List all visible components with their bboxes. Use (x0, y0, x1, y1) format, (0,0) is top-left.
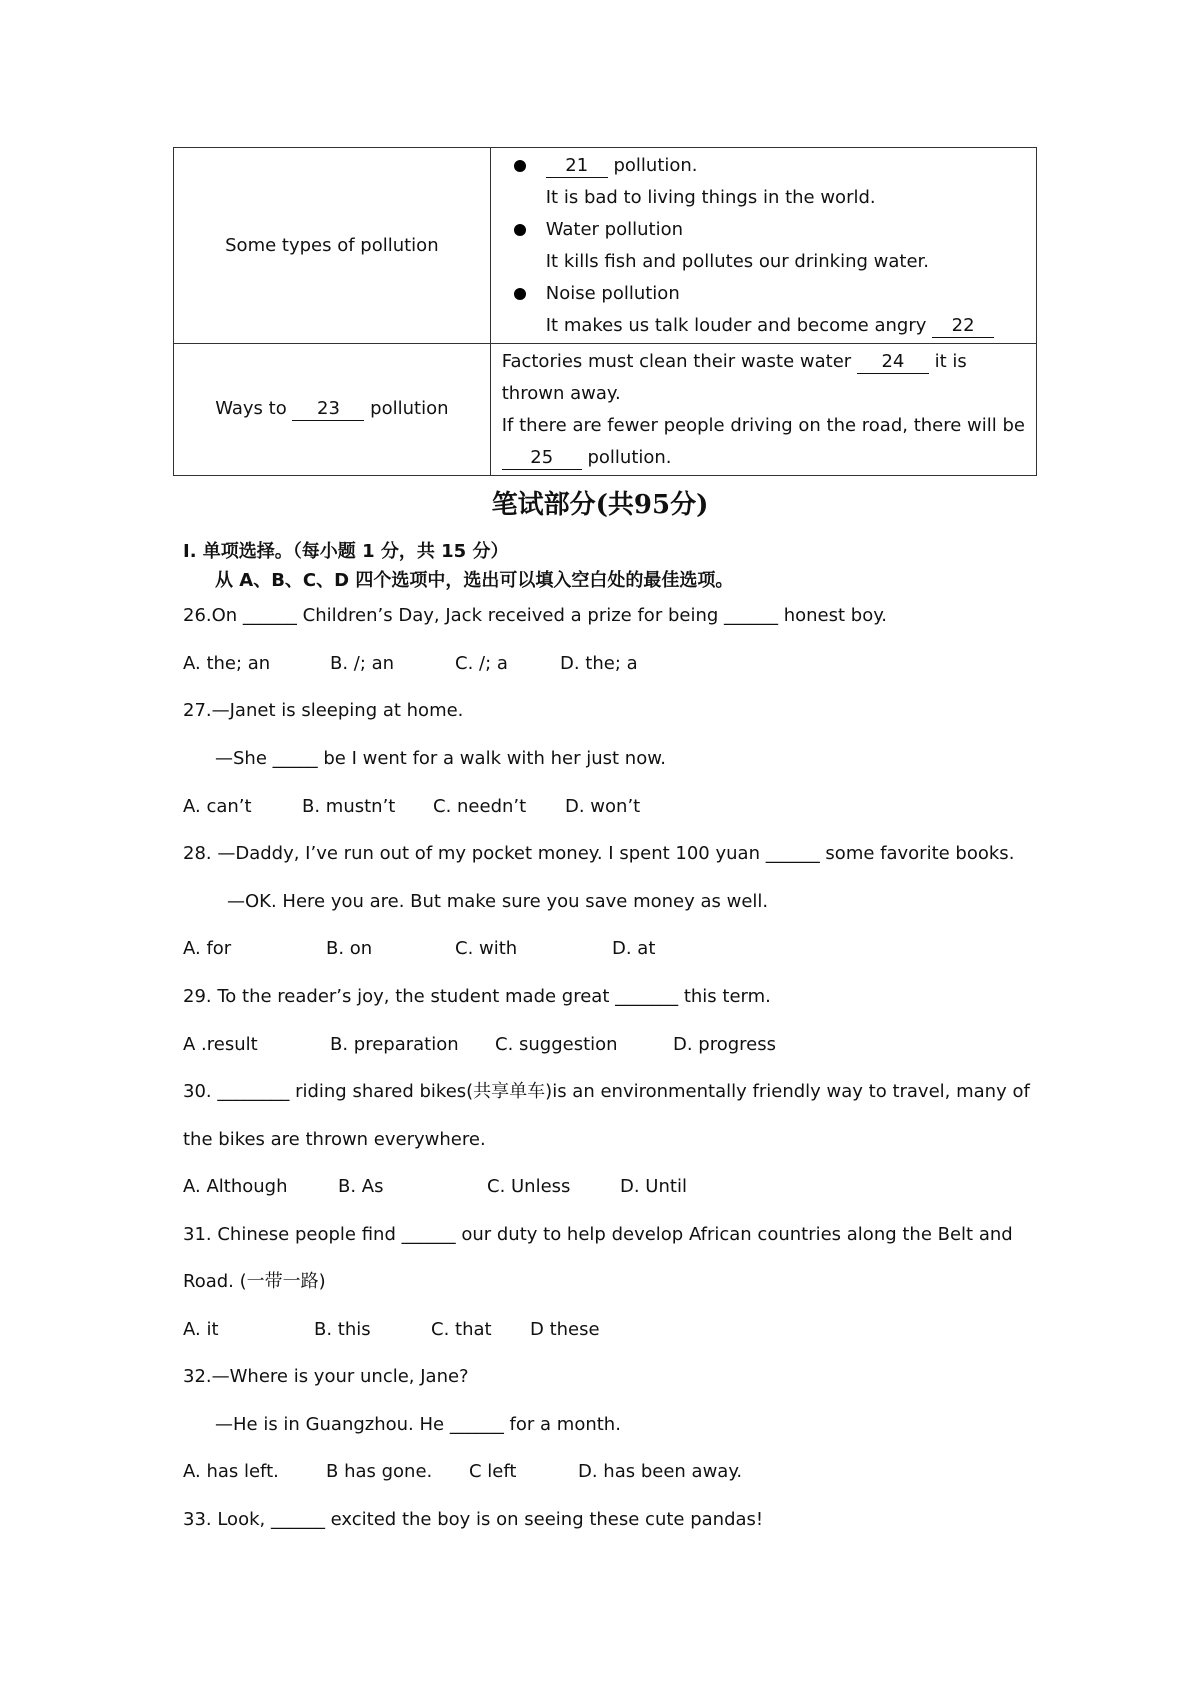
pollution-table (173, 147, 1037, 476)
types-cell (490, 148, 1036, 344)
bullet-icon (514, 224, 526, 236)
label-text: Ways to (215, 398, 293, 419)
blank-25: 25 (502, 447, 582, 470)
ways-text: pollution. (581, 447, 672, 468)
question-32-option-c[interactable]: C left (469, 1461, 517, 1482)
question-30-stem-line2: the bikes are thrown everywhere. (183, 1129, 486, 1150)
question-32-option-b[interactable]: B has gone. (326, 1461, 433, 1482)
question-29-option-c[interactable]: C. suggestion (495, 1034, 618, 1055)
blank-24: 24 (857, 351, 929, 374)
question-26-option-c[interactable]: C. /; a (455, 653, 508, 674)
question-27-option-c[interactable]: C. needn’t (433, 796, 527, 817)
question-30-option-a[interactable]: A. Although (183, 1176, 288, 1197)
question-29-option-a[interactable]: A .result (183, 1034, 258, 1055)
question-26-stem: 26.On ______ Children’s Day, Jack received a prize for being ______ honest boy. (183, 605, 888, 626)
ways-line: If there are fewer people driving on the road, there will be (501, 415, 1025, 436)
bullet-icon (514, 288, 526, 300)
blank-21: 21 (546, 155, 608, 178)
question-31-option-a[interactable]: A. it (183, 1319, 219, 1340)
table-row (174, 148, 1037, 344)
row-label-types: Some types of pollution (174, 148, 491, 344)
question-32-stem: 32.—Where is your uncle, Jane? (183, 1366, 469, 1387)
question-26-option-b[interactable]: B. /; an (330, 653, 395, 674)
list-item (502, 150, 1025, 182)
ways-line (502, 346, 1025, 378)
question-28-option-d[interactable]: D. at (612, 938, 656, 959)
label-text: pollution (364, 398, 449, 419)
question-28-option-b[interactable]: B. on (326, 938, 373, 959)
part-instruction: 从 A、B、C、D 四个选项中，选出可以填入空白处的最佳选项。 (215, 570, 734, 591)
question-26-option-d[interactable]: D. the; a (560, 653, 638, 674)
ways-text: Factories must clean their waste water (501, 351, 857, 372)
item-title: pollution. (607, 155, 698, 176)
item-description: It is bad to living things in the world. (545, 187, 876, 208)
question-32-option-d[interactable]: D. has been away. (578, 1461, 743, 1482)
question-29-option-b[interactable]: B. preparation (330, 1034, 459, 1055)
question-30-option-c[interactable]: C. Unless (487, 1176, 571, 1197)
blank-23: 23 (292, 398, 364, 421)
question-28-option-a[interactable]: A. for (183, 938, 232, 959)
question-28-stem: 28. —Daddy, I’ve run out of my pocket money. I spent 100 yuan ______ some favorite books. (183, 843, 1015, 864)
question-31-option-b[interactable]: B. this (314, 1319, 371, 1340)
question-32-stem-line2: —He is in Guangzhou. He ______ for a month. (215, 1414, 621, 1435)
question-31-stem-line2: Road. (一带一路) (183, 1271, 326, 1292)
row-label-ways (174, 344, 491, 476)
item-description (502, 310, 1025, 342)
question-30-stem: 30. ________ riding shared bikes(共享单车)is an environmentally friendly way to travel, many of (183, 1081, 1030, 1102)
question-33-stem: 33. Look, ______ excited the boy is on seeing these cute pandas! (183, 1509, 764, 1530)
question-30-option-b[interactable]: B. As (338, 1176, 384, 1197)
question-29-stem: 29. To the reader’s joy, the student made great _______ this term. (183, 986, 771, 1007)
item-title: Water pollution (545, 219, 684, 240)
question-31-option-d[interactable]: D these (530, 1319, 600, 1340)
item-title: Noise pollution (545, 283, 680, 304)
ways-line (502, 442, 1025, 474)
question-27-option-b[interactable]: B. mustn’t (302, 796, 396, 817)
question-32-option-a[interactable]: A. has left. (183, 1461, 279, 1482)
question-27-option-a[interactable]: A. can’t (183, 796, 252, 817)
desc-text: It makes us talk louder and become angry (545, 315, 933, 336)
blank-22: 22 (932, 315, 994, 338)
question-31-stem: 31. Chinese people find ______ our duty to help develop African countries along the Belt and (183, 1224, 1013, 1245)
ways-text: it is (928, 351, 967, 372)
question-31-option-c[interactable]: C. that (431, 1319, 492, 1340)
ways-line: thrown away. (501, 383, 621, 404)
question-28-stem-line2: —OK. Here you are. But make sure you save money as well. (227, 891, 769, 912)
list-item (502, 278, 1025, 310)
question-29-option-d[interactable]: D. progress (673, 1034, 777, 1055)
question-30-option-d[interactable]: D. Until (620, 1176, 687, 1197)
section-title: 笔试部分(共95分) (491, 490, 709, 520)
part-heading: I. 单项选择。（每小题 1 分，共 15 分） (183, 541, 509, 562)
list-item (502, 214, 1025, 246)
table-row (174, 344, 1037, 476)
ways-cell (490, 344, 1036, 476)
item-description: It kills fish and pollutes our drinking water. (545, 251, 929, 272)
question-28-option-c[interactable]: C. with (455, 938, 518, 959)
question-27-stem: 27.—Janet is sleeping at home. (183, 700, 464, 721)
question-27-stem-line2: —She _____ be I went for a walk with her just now. (215, 748, 667, 769)
question-26-option-a[interactable]: A. the; an (183, 653, 271, 674)
bullet-icon (514, 160, 526, 172)
question-27-option-d[interactable]: D. won’t (565, 796, 641, 817)
